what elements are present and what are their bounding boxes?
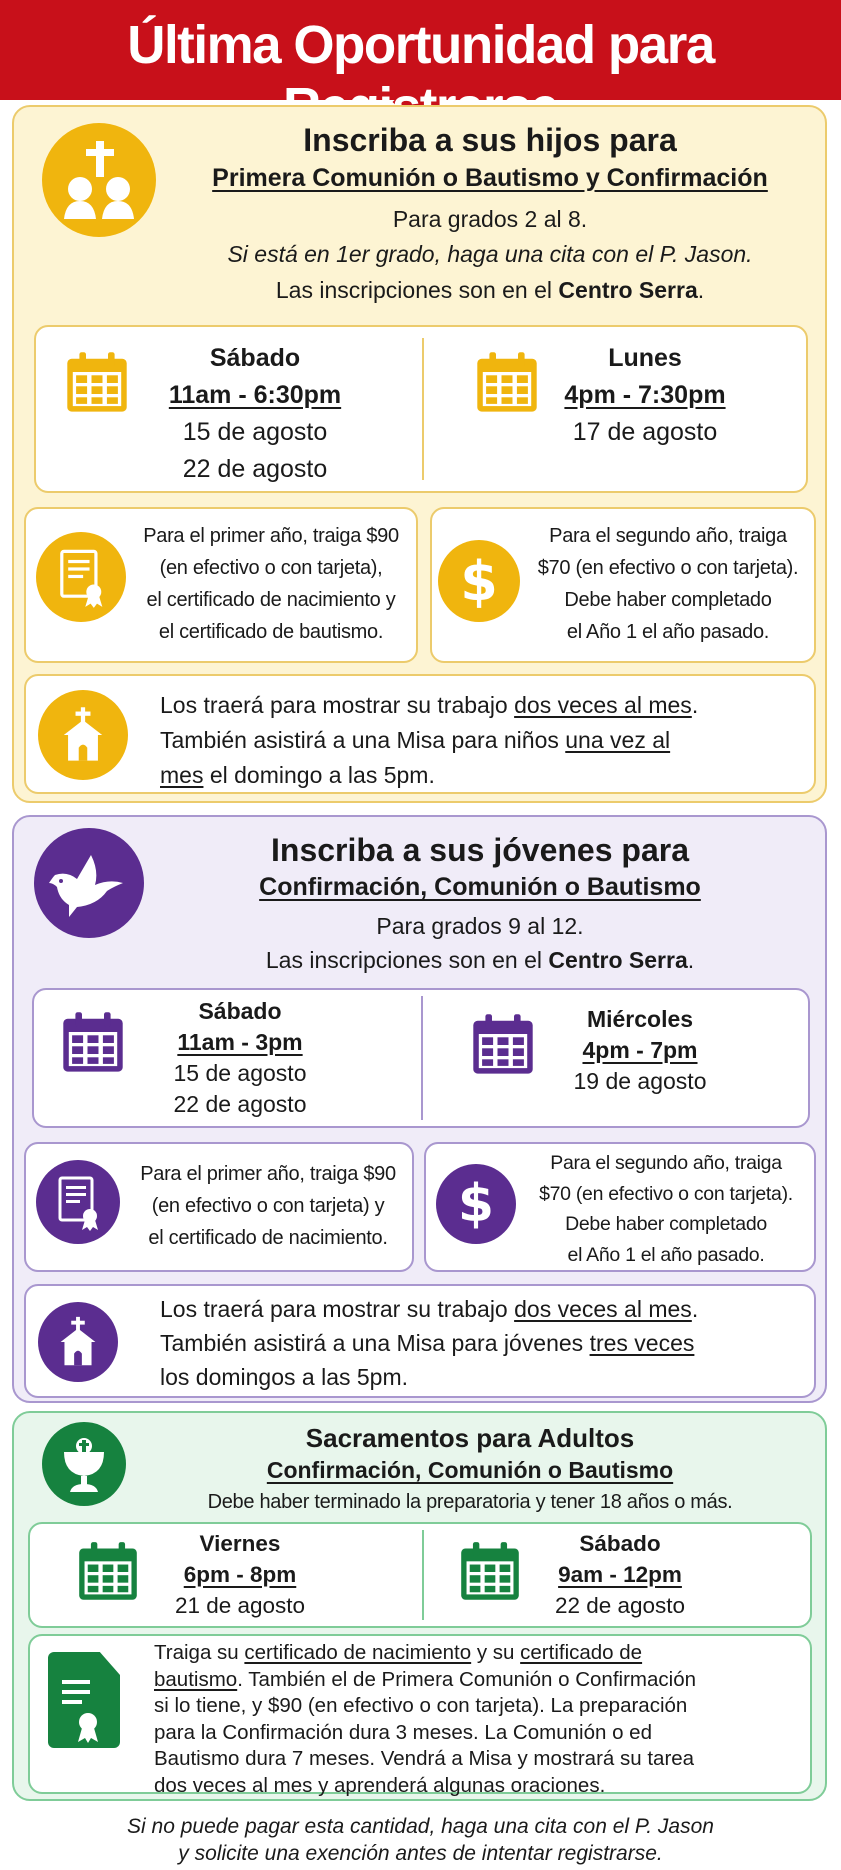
chalice-icon — [42, 1422, 126, 1506]
calendar-icon — [470, 1012, 536, 1078]
youth-wed-date-1: 19 de agosto — [573, 1068, 707, 1094]
kids-schedule-saturday — [130, 340, 380, 488]
youth-heading: Inscriba a sus jóvenes para — [271, 832, 689, 868]
kids-fee-second-line: el Año 1 el año pasado. — [566, 621, 770, 643]
youth-attendance-mass-frequency: tres veces — [589, 1330, 695, 1356]
kids-fee-first — [126, 520, 416, 648]
kids-attendance-mass-frequency: una vez al — [565, 727, 671, 753]
youth-sat-time: 11am - 3pm — [177, 1029, 303, 1055]
calendar-icon — [60, 1010, 126, 1076]
youth-fee-second-line: Para el segundo año, traiga — [550, 1152, 782, 1174]
kids-subheading: Primera Comunión o Bautismo y Confirmación — [212, 164, 768, 192]
kids-attendance-frequency: dos veces al mes — [514, 692, 692, 718]
banner-title: Última Oportunidad para — [127, 15, 714, 75]
youth-wed-day: Miércoles — [586, 1006, 694, 1032]
dollar-icon: $ — [438, 540, 520, 622]
kids-attendance-text — [160, 688, 800, 793]
kids-fee-second-line: $70 (en efectivo o con tarjeta). — [537, 557, 799, 579]
calendar-icon — [76, 1540, 140, 1604]
adults-requirement: Debe haber terminado la preparatoria y tener 18 años o más. — [207, 1491, 733, 1513]
kids-location-suffix: . — [697, 277, 705, 303]
kids-fee-second — [522, 520, 814, 648]
certificate-icon — [36, 1160, 120, 1244]
youth-attendance-part4: los domingos a las 5pm. — [160, 1364, 409, 1390]
adults-details-text — [154, 1640, 810, 1799]
adults-details-t1: Traiga su — [154, 1641, 245, 1664]
youth-grades: Para grados 9 al 12. — [376, 913, 584, 939]
youth-fee-first-line: (en efectivo o con tarjeta) y — [151, 1195, 385, 1217]
church-icon — [38, 690, 128, 780]
kids-attendance-part4: el domingo a las 5pm. — [203, 762, 435, 788]
adults-subheading: Confirmación, Comunión o Bautismo — [266, 1457, 674, 1483]
certificate-icon — [36, 532, 126, 622]
adults-schedule-divider — [422, 1530, 424, 1620]
youth-sat-day: Sábado — [198, 998, 282, 1024]
kids-schedule-divider — [422, 338, 424, 480]
youth-location-suffix: . — [687, 947, 695, 973]
youth-fee-second-line: $70 (en efectivo o con tarjeta). — [539, 1182, 793, 1205]
kids-fee-first-line: Para el primer año, traiga $90 — [143, 525, 399, 547]
kids-attendance-part3: También asistirá a una Misa para niños — [160, 727, 566, 753]
kids-attendance-mass-frequency-end: mes — [160, 762, 204, 788]
adults-details-t2: y su — [471, 1641, 521, 1664]
kids-heading: Inscriba a sus hijos para — [303, 122, 677, 158]
calendar-icon — [458, 1540, 522, 1604]
adults-details-t6: Bautismo dura 7 meses. Vendrá a Misa y mostrará su tarea — [154, 1747, 695, 1770]
kids-grades: Para grados 2 al 8. — [392, 206, 588, 232]
kids-note: Si está en 1er grado, haga una cita con el P. Jason. — [227, 241, 753, 267]
kids-fee-first-line: el certificado de nacimiento y — [146, 589, 396, 611]
youth-fee-second-line: Debe haber completado — [565, 1213, 767, 1235]
kids-sat-date-1: 15 de agosto — [182, 418, 328, 446]
adults-fri-date-1: 21 de agosto — [174, 1593, 306, 1618]
youth-sat-date-2: 22 de agosto — [173, 1091, 307, 1117]
footer-note — [0, 1813, 841, 1868]
kids-fee-first-line: el certificado de bautismo. — [158, 621, 384, 643]
youth-sat-date-1: 15 de agosto — [173, 1060, 307, 1086]
adults-details-t5: para la Confirmación dura 3 meses. La Comunión o ed — [154, 1720, 652, 1744]
kids-mon-time: 4pm - 7:30pm — [564, 381, 726, 409]
youth-schedule-saturday — [120, 996, 360, 1120]
youth-attendance-frequency: dos veces al mes — [514, 1296, 692, 1322]
kids-sat-time: 11am - 6:30pm — [168, 381, 342, 409]
kids-fee-first-line: (en efectivo o con tarjeta), — [159, 557, 383, 579]
kids-fee-second-line: Debe haber completado — [564, 589, 772, 611]
youth-fee-second-line: el Año 1 el año pasado. — [567, 1243, 765, 1266]
youth-wed-time: 4pm - 7pm — [582, 1037, 698, 1063]
adults-details-baptism-certificate-end: bautismo — [154, 1667, 238, 1691]
adults-details-t4: si lo tiene, y $90 (en efectivo o con tarjeta). La preparación — [154, 1694, 688, 1717]
adults-details-t7: dos veces al mes y aprenderá algunas oraciones. — [154, 1773, 606, 1797]
youth-attendance-part1: Los traerá para mostrar su trabajo — [160, 1296, 515, 1322]
adults-fri-time: 6pm - 8pm — [183, 1562, 297, 1587]
youth-subheading: Confirmación, Comunión o Bautismo — [259, 873, 701, 901]
youth-attendance-part2: . — [691, 1296, 699, 1322]
adults-details-birth-certificate: certificado de nacimiento — [244, 1641, 472, 1664]
kids-location-prefix: Las inscripciones son en el — [275, 277, 559, 303]
children-cross-icon — [42, 123, 156, 237]
adults-sat-date-1: 22 de agosto — [554, 1593, 686, 1618]
youth-attendance-part3: También asistirá a una Misa para jóvenes — [160, 1330, 590, 1356]
kids-attendance-part1: Los traerá para mostrar su trabajo — [160, 692, 515, 718]
adults-sat-day: Sábado — [579, 1531, 661, 1556]
adults-details-t3: . También el de Primera Comunión o Confirmación — [237, 1667, 696, 1691]
adults-schedule-friday — [140, 1528, 340, 1621]
youth-location-prefix: Las inscripciones son en el — [265, 947, 549, 973]
adults-heading: Sacramentos para Adultos — [305, 1423, 635, 1453]
youth-location-name: Centro Serra — [548, 947, 688, 973]
kids-sat-day: Sábado — [209, 344, 301, 372]
dove-icon — [34, 828, 144, 938]
youth-fee-second — [518, 1148, 814, 1270]
adults-schedule-saturday — [520, 1528, 720, 1621]
footer-line-2: y solicite una exención antes de intentar registrarse. — [178, 1842, 663, 1866]
youth-schedule-divider — [421, 996, 423, 1120]
kids-mon-day: Lunes — [608, 344, 682, 372]
youth-schedule-wednesday — [530, 1004, 750, 1097]
kids-schedule-monday — [530, 340, 760, 451]
kids-fee-second-line: Para el segundo año, traiga — [549, 525, 787, 547]
kids-mon-date-1: 17 de agosto — [572, 418, 718, 446]
kids-attendance-part2: . — [691, 692, 699, 718]
youth-fee-first-line: el certificado de nacimiento. — [148, 1227, 388, 1249]
adults-details-baptism-certificate: certificado de — [520, 1641, 643, 1664]
kids-location — [150, 276, 830, 305]
adults-sat-time: 9am - 12pm — [558, 1562, 682, 1587]
church-icon — [38, 1302, 118, 1382]
kids-location-name: Centro Serra — [558, 277, 698, 303]
youth-attendance-text — [160, 1292, 800, 1394]
kids-sat-date-2: 22 de agosto — [182, 455, 328, 483]
youth-location — [160, 946, 800, 975]
youth-fee-first-line: Para el primer año, traiga $90 — [140, 1163, 396, 1185]
document-icon — [48, 1652, 120, 1748]
calendar-icon — [64, 350, 130, 416]
adults-fri-day: Viernes — [199, 1531, 281, 1556]
footer-line-1: Si no puede pagar esta cantidad, haga una cita con el P. Jason — [127, 1815, 714, 1838]
youth-fee-first — [124, 1158, 412, 1254]
dollar-icon: $ — [436, 1164, 516, 1244]
